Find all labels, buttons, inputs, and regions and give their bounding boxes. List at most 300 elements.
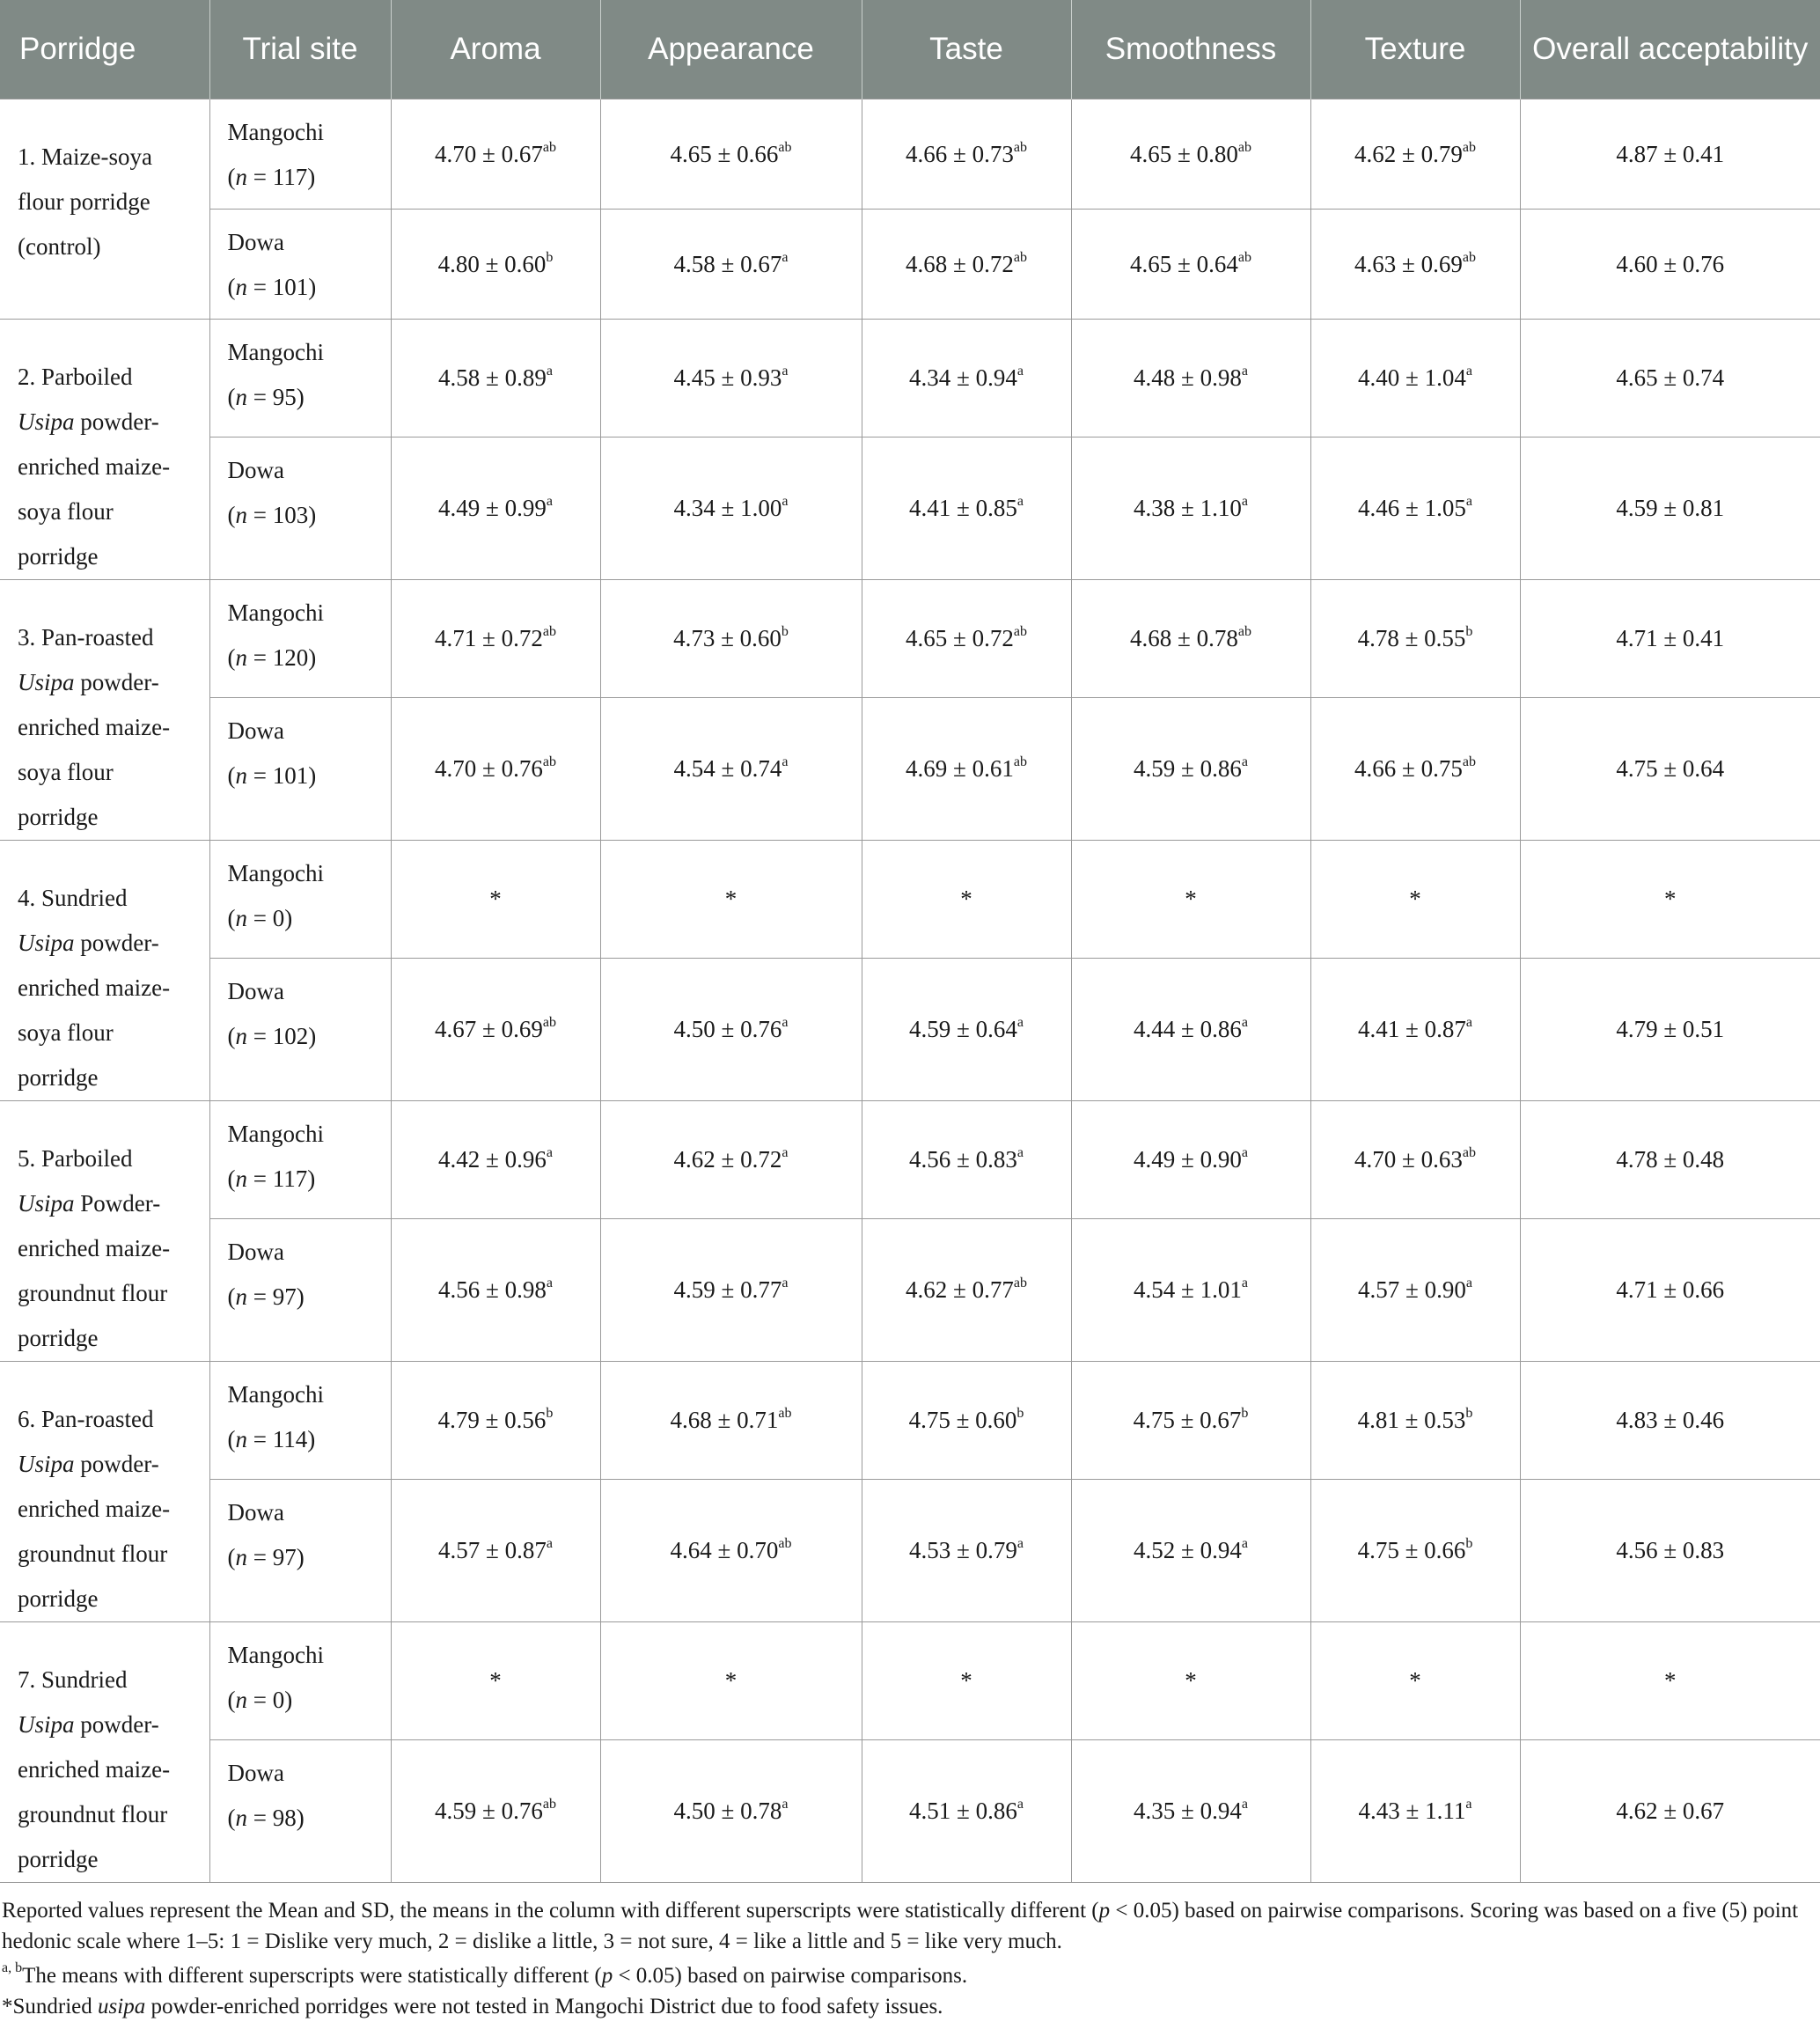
score-value: 4.75 ± 0.64 bbox=[1616, 755, 1725, 783]
score-cell bbox=[1520, 697, 1820, 840]
score-value: 4.51 ± 0.86 bbox=[909, 1798, 1017, 1825]
score-cell bbox=[1071, 1622, 1310, 1740]
significance-superscript: a bbox=[1016, 1536, 1024, 1552]
significance-superscript: b bbox=[1465, 1406, 1473, 1422]
score-cell bbox=[1310, 1479, 1520, 1621]
porridge-name-line: Usipa powder- bbox=[18, 408, 159, 435]
score-cell bbox=[862, 1218, 1071, 1361]
score-value: * bbox=[489, 1667, 502, 1695]
porridge-name-line: 5. Parboiled bbox=[18, 1145, 133, 1172]
score-cell bbox=[1071, 697, 1310, 840]
porridge-name-line: groundnut flour bbox=[18, 1280, 168, 1306]
score-cell bbox=[391, 437, 600, 579]
score-value: 4.49 ± 0.90 bbox=[1134, 1146, 1242, 1173]
significance-superscript: a bbox=[1241, 1536, 1248, 1552]
score-cell bbox=[1071, 1479, 1310, 1621]
score-value: 4.65 ± 0.64 bbox=[1130, 251, 1238, 277]
score-cell bbox=[1520, 1101, 1820, 1219]
column-header: Porridge bbox=[0, 0, 209, 99]
score-value: * bbox=[1185, 886, 1197, 913]
porridge-name-cell bbox=[0, 320, 209, 580]
trial-site-cell bbox=[209, 697, 391, 840]
sample-size: (n = 103) bbox=[227, 501, 317, 528]
significance-superscript: b bbox=[1465, 624, 1473, 640]
header-row bbox=[0, 0, 1820, 99]
footnote-superscripts: $^{a, b}$The means with different superscripts were statistically different (p < 0.05) based on pairwise comparisons. bbox=[2, 1960, 968, 1988]
table-header bbox=[0, 0, 1820, 99]
significance-superscript: a bbox=[546, 1276, 553, 1291]
trial-site-name: Mangochi bbox=[227, 119, 324, 145]
trial-site-cell bbox=[209, 99, 391, 210]
trial-site-name: Mangochi bbox=[227, 860, 324, 886]
porridge-name-line: 6. Pan-roasted bbox=[18, 1406, 154, 1432]
significance-superscript: a bbox=[782, 754, 789, 770]
sample-size: (n = 0) bbox=[227, 1687, 293, 1713]
significance-superscript: a bbox=[1016, 1797, 1024, 1812]
trial-site-name: Dowa bbox=[227, 1759, 284, 1786]
score-value: 4.44 ± 0.86 bbox=[1134, 1016, 1242, 1043]
score-cell bbox=[391, 1739, 600, 1882]
score-value: * bbox=[1664, 886, 1677, 913]
sample-size: (n = 101) bbox=[227, 274, 317, 300]
significance-superscript: ab bbox=[1013, 140, 1027, 155]
porridge-name-cell bbox=[0, 580, 209, 841]
score-value: 4.62 ± 0.67 bbox=[1616, 1798, 1725, 1825]
significance-superscript: a bbox=[546, 494, 553, 510]
significance-superscript: ab bbox=[778, 140, 792, 155]
porridge-name-line: enriched maize- bbox=[18, 714, 171, 740]
score-cell bbox=[1310, 210, 1520, 320]
score-cell bbox=[1310, 1739, 1520, 1882]
score-cell bbox=[1310, 580, 1520, 698]
significance-superscript: ab bbox=[1237, 624, 1251, 640]
score-cell bbox=[1520, 1362, 1820, 1480]
score-cell bbox=[862, 99, 1071, 210]
score-value: 4.49 ± 0.99 bbox=[438, 495, 547, 522]
score-cell bbox=[1071, 958, 1310, 1100]
score-cell bbox=[862, 320, 1071, 437]
score-value: * bbox=[724, 1667, 738, 1695]
table-body bbox=[0, 99, 1820, 1883]
score-cell bbox=[600, 958, 862, 1100]
significance-superscript: ab bbox=[1013, 1276, 1027, 1291]
trial-site-name: Dowa bbox=[227, 229, 284, 255]
score-value: 4.54 ± 1.01 bbox=[1134, 1276, 1242, 1304]
trial-site-name: Mangochi bbox=[227, 599, 324, 626]
score-value: 4.56 ± 0.83 bbox=[1616, 1537, 1725, 1564]
significance-superscript: ab bbox=[542, 140, 556, 155]
column-header: Texture bbox=[1310, 0, 1520, 99]
sample-size: (n = 98) bbox=[227, 1804, 305, 1831]
porridge-name-line: porridge bbox=[18, 804, 99, 830]
porridge-name-line: enriched maize- bbox=[18, 453, 171, 480]
score-value: * bbox=[1409, 886, 1421, 913]
table-row bbox=[0, 1101, 1820, 1219]
score-cell bbox=[391, 580, 600, 698]
porridge-name-cell bbox=[0, 99, 209, 320]
score-cell bbox=[1310, 697, 1520, 840]
score-value: 4.56 ± 0.98 bbox=[438, 1276, 547, 1304]
trial-site-name: Mangochi bbox=[227, 339, 324, 365]
porridge-name-line: porridge bbox=[18, 1325, 99, 1351]
score-cell bbox=[1520, 99, 1820, 210]
significance-superscript: a bbox=[546, 1536, 553, 1552]
score-cell bbox=[862, 958, 1071, 1100]
score-value: 4.70 ± 0.67 bbox=[435, 141, 543, 167]
score-cell bbox=[391, 958, 600, 1100]
porridge-name-line: groundnut flour bbox=[18, 1540, 168, 1567]
significance-superscript: ab bbox=[778, 1406, 792, 1422]
trial-site-name: Dowa bbox=[227, 1238, 284, 1265]
porridge-name-line: Usipa powder- bbox=[18, 1711, 159, 1738]
trial-site-cell bbox=[209, 1622, 391, 1740]
score-value: 4.80 ± 0.60 bbox=[437, 251, 547, 277]
score-cell bbox=[1071, 1218, 1310, 1361]
score-value: 4.64 ± 0.70 bbox=[670, 1537, 779, 1564]
score-value: 4.48 ± 0.98 bbox=[1134, 364, 1242, 392]
trial-site-name: Dowa bbox=[227, 717, 284, 744]
porridge-name-line: (control) bbox=[18, 233, 101, 260]
trial-site-cell bbox=[209, 210, 391, 320]
significance-superscript: ab bbox=[778, 1536, 792, 1552]
porridge-name-line: flour porridge bbox=[18, 188, 150, 215]
significance-superscript: b bbox=[1465, 1536, 1473, 1552]
score-value: 4.59 ± 0.76 bbox=[435, 1798, 543, 1825]
score-value: 4.45 ± 0.93 bbox=[673, 364, 782, 392]
score-cell bbox=[600, 1218, 862, 1361]
trial-site-cell bbox=[209, 437, 391, 579]
significance-superscript: a bbox=[546, 364, 553, 379]
score-value: 4.71 ± 0.72 bbox=[435, 625, 543, 652]
significance-superscript: a bbox=[1016, 1015, 1024, 1031]
score-value: * bbox=[1185, 1667, 1197, 1695]
significance-superscript: a bbox=[1016, 364, 1024, 379]
sample-size: (n = 114) bbox=[227, 1426, 316, 1452]
score-value: 4.62 ± 0.72 bbox=[673, 1146, 782, 1173]
score-cell bbox=[1520, 1479, 1820, 1621]
table-footnotes bbox=[0, 1883, 1820, 2022]
score-value: 4.58 ± 0.67 bbox=[673, 251, 782, 277]
footnote-sundried: *Sundried usipa powder-enriched porridges were not tested in Mangochi District due to food safety issues. bbox=[2, 1995, 943, 2018]
trial-site-cell bbox=[209, 958, 391, 1100]
score-cell bbox=[1310, 1362, 1520, 1480]
score-value: 4.78 ± 0.48 bbox=[1616, 1146, 1725, 1173]
trial-site-cell bbox=[209, 580, 391, 698]
significance-superscript: ab bbox=[1237, 140, 1251, 155]
score-value: 4.35 ± 0.94 bbox=[1134, 1798, 1242, 1825]
sample-size: (n = 117) bbox=[227, 1165, 316, 1192]
sample-size: (n = 0) bbox=[227, 905, 293, 931]
significance-superscript: a bbox=[1465, 364, 1472, 379]
score-cell bbox=[1071, 580, 1310, 698]
score-value: 4.38 ± 1.10 bbox=[1134, 495, 1242, 522]
score-cell bbox=[600, 1479, 862, 1621]
score-cell bbox=[600, 1622, 862, 1740]
table-row bbox=[0, 841, 1820, 959]
significance-superscript: ab bbox=[1237, 250, 1251, 265]
score-cell bbox=[862, 1479, 1071, 1621]
significance-superscript: a bbox=[546, 1145, 553, 1161]
porridge-name-line: Usipa Powder- bbox=[18, 1190, 161, 1217]
score-cell bbox=[1520, 1739, 1820, 1882]
score-cell bbox=[1520, 210, 1820, 320]
column-header: Overall acceptability bbox=[1520, 0, 1820, 99]
score-value: * bbox=[960, 886, 972, 913]
column-header: Aroma bbox=[391, 0, 600, 99]
score-value: 4.43 ± 1.11 bbox=[1358, 1798, 1466, 1825]
score-value: 4.70 ± 0.76 bbox=[435, 755, 543, 783]
significance-superscript: ab bbox=[1462, 250, 1476, 265]
score-value: 4.68 ± 0.71 bbox=[670, 1407, 779, 1434]
score-value: 4.87 ± 0.41 bbox=[1616, 141, 1725, 167]
score-cell bbox=[1520, 958, 1820, 1100]
table-row bbox=[0, 437, 1820, 579]
trial-site-cell bbox=[209, 1739, 391, 1882]
score-value: 4.53 ± 0.79 bbox=[909, 1537, 1017, 1564]
significance-superscript: a bbox=[782, 1015, 789, 1031]
significance-superscript: a bbox=[782, 364, 789, 379]
score-cell bbox=[1310, 437, 1520, 579]
score-value: 4.59 ± 0.86 bbox=[1134, 755, 1242, 783]
significance-superscript: a bbox=[1465, 1276, 1472, 1291]
significance-superscript: a bbox=[1241, 364, 1248, 379]
score-cell bbox=[391, 697, 600, 840]
score-value: 4.79 ± 0.56 bbox=[437, 1407, 547, 1434]
score-value: 4.65 ± 0.74 bbox=[1616, 364, 1725, 392]
score-value: 4.78 ± 0.55 bbox=[1357, 625, 1466, 652]
score-value: 4.68 ± 0.78 bbox=[1130, 625, 1238, 652]
score-value: 4.57 ± 0.87 bbox=[438, 1537, 547, 1564]
score-value: * bbox=[1664, 1667, 1677, 1695]
table-row bbox=[0, 210, 1820, 320]
score-cell bbox=[600, 210, 862, 320]
significance-superscript: ab bbox=[1462, 754, 1476, 770]
score-cell bbox=[862, 1362, 1071, 1480]
score-cell bbox=[391, 1622, 600, 1740]
significance-superscript: b bbox=[546, 1406, 554, 1422]
score-cell bbox=[1071, 1101, 1310, 1219]
table-row bbox=[0, 1362, 1820, 1480]
score-value: 4.59 ± 0.64 bbox=[909, 1016, 1017, 1043]
significance-superscript: a bbox=[1241, 1145, 1248, 1161]
column-header: Appearance bbox=[600, 0, 862, 99]
score-cell bbox=[1520, 580, 1820, 698]
table-row bbox=[0, 1739, 1820, 1882]
score-value: 4.54 ± 0.74 bbox=[673, 755, 782, 783]
score-cell bbox=[600, 580, 862, 698]
significance-superscript: a bbox=[782, 494, 789, 510]
score-value: 4.58 ± 0.89 bbox=[438, 364, 547, 392]
table-row bbox=[0, 958, 1820, 1100]
porridge-name-line: porridge bbox=[18, 1846, 99, 1872]
significance-superscript: a bbox=[1465, 494, 1472, 510]
score-value: 4.69 ± 0.61 bbox=[906, 755, 1014, 783]
table-row bbox=[0, 697, 1820, 840]
score-cell bbox=[1310, 958, 1520, 1100]
significance-superscript: a bbox=[1241, 754, 1248, 770]
significance-superscript: ab bbox=[542, 1015, 556, 1031]
significance-superscript: a bbox=[782, 1797, 789, 1812]
significance-superscript: b bbox=[1016, 1406, 1024, 1422]
significance-superscript: ab bbox=[1013, 624, 1027, 640]
score-value: * bbox=[960, 1667, 972, 1695]
score-cell bbox=[391, 99, 600, 210]
significance-superscript: a bbox=[1016, 1145, 1024, 1161]
column-header: Taste bbox=[862, 0, 1071, 99]
significance-superscript: a bbox=[782, 250, 789, 265]
score-cell bbox=[1071, 320, 1310, 437]
score-cell bbox=[600, 697, 862, 840]
score-value: 4.52 ± 0.94 bbox=[1134, 1537, 1242, 1564]
porridge-name-cell bbox=[0, 1362, 209, 1622]
score-value: 4.75 ± 0.66 bbox=[1357, 1537, 1466, 1564]
porridge-name-line: 1. Maize-soya bbox=[18, 143, 152, 170]
score-value: 4.66 ± 0.73 bbox=[906, 141, 1014, 167]
score-cell bbox=[1071, 841, 1310, 959]
porridge-name-line: porridge bbox=[18, 1064, 99, 1091]
score-value: 4.66 ± 0.75 bbox=[1354, 755, 1463, 783]
footnote-scale: Reported values represent the Mean and SD, the means in the column with different superscripts were statistically different (p < 0.05) based on pairwise comparisons. Scoring was based on a five (5) point hedonic scale where 1–5: 1 = Dislike very much, 2 = dislike a little, 3 = not sure, 4 = like a little and 5 = like very much. bbox=[2, 1899, 1799, 1953]
trial-site-cell bbox=[209, 1479, 391, 1621]
significance-superscript: a bbox=[782, 1145, 789, 1161]
score-cell bbox=[1071, 210, 1310, 320]
significance-superscript: b bbox=[1241, 1406, 1249, 1422]
score-value: 4.68 ± 0.72 bbox=[906, 251, 1014, 277]
score-cell bbox=[600, 99, 862, 210]
score-value: 4.81 ± 0.53 bbox=[1357, 1407, 1466, 1434]
porridge-name-line: 4. Sundried bbox=[18, 885, 128, 911]
score-value: 4.46 ± 1.05 bbox=[1358, 495, 1466, 522]
score-cell bbox=[862, 841, 1071, 959]
score-cell bbox=[1520, 1622, 1820, 1740]
score-value: 4.41 ± 0.85 bbox=[909, 495, 1017, 522]
significance-superscript: a bbox=[1465, 1797, 1472, 1812]
score-value: * bbox=[489, 886, 502, 913]
score-value: 4.50 ± 0.76 bbox=[673, 1016, 782, 1043]
porridge-name-line: porridge bbox=[18, 543, 99, 570]
score-value: 4.65 ± 0.72 bbox=[906, 625, 1014, 652]
score-value: 4.34 ± 1.00 bbox=[673, 495, 782, 522]
trial-site-name: Mangochi bbox=[227, 1381, 324, 1408]
porridge-name-line: enriched maize- bbox=[18, 974, 171, 1001]
score-cell bbox=[391, 1218, 600, 1361]
score-value: 4.56 ± 0.83 bbox=[909, 1146, 1017, 1173]
porridge-name-line: soya flour bbox=[18, 759, 114, 785]
score-cell bbox=[1071, 437, 1310, 579]
score-cell bbox=[862, 437, 1071, 579]
porridge-name-line: enriched maize- bbox=[18, 1496, 171, 1522]
score-cell bbox=[862, 580, 1071, 698]
score-cell bbox=[600, 841, 862, 959]
score-value: 4.73 ± 0.60 bbox=[673, 625, 782, 652]
trial-site-cell bbox=[209, 1101, 391, 1219]
score-cell bbox=[600, 320, 862, 437]
table-row bbox=[0, 1622, 1820, 1740]
porridge-name-line: 3. Pan-roasted bbox=[18, 624, 154, 651]
trial-site-cell bbox=[209, 1362, 391, 1480]
score-value: 4.71 ± 0.66 bbox=[1616, 1276, 1725, 1304]
sample-size: (n = 117) bbox=[227, 164, 316, 190]
score-cell bbox=[1520, 437, 1820, 579]
score-value: * bbox=[1409, 1667, 1421, 1695]
score-value: 4.42 ± 0.96 bbox=[438, 1146, 547, 1173]
sample-size: (n = 95) bbox=[227, 384, 305, 410]
significance-superscript: ab bbox=[1013, 250, 1027, 265]
score-cell bbox=[1071, 99, 1310, 210]
score-cell bbox=[600, 1362, 862, 1480]
score-value: 4.41 ± 0.87 bbox=[1358, 1016, 1466, 1043]
score-value: 4.75 ± 0.67 bbox=[1133, 1407, 1242, 1434]
score-cell bbox=[391, 841, 600, 959]
score-cell bbox=[1310, 320, 1520, 437]
porridge-name-line: Usipa powder- bbox=[18, 669, 159, 695]
table-row bbox=[0, 1479, 1820, 1621]
score-value: 4.62 ± 0.77 bbox=[906, 1276, 1014, 1304]
significance-superscript: a bbox=[1016, 494, 1024, 510]
score-value: * bbox=[724, 886, 738, 913]
score-cell bbox=[600, 1101, 862, 1219]
porridge-name-line: enriched maize- bbox=[18, 1756, 171, 1783]
trial-site-name: Dowa bbox=[227, 1498, 284, 1526]
score-value: 4.71 ± 0.41 bbox=[1616, 625, 1725, 652]
score-value: 4.59 ± 0.81 bbox=[1616, 495, 1725, 522]
trial-site-name: Mangochi bbox=[227, 1642, 324, 1668]
score-value: 4.34 ± 0.94 bbox=[909, 364, 1017, 392]
score-cell bbox=[1071, 1362, 1310, 1480]
significance-superscript: b bbox=[781, 624, 789, 640]
score-value: 4.50 ± 0.78 bbox=[673, 1798, 782, 1825]
score-value: 4.79 ± 0.51 bbox=[1616, 1016, 1725, 1043]
trial-site-name: Dowa bbox=[227, 977, 284, 1004]
score-cell bbox=[1071, 1739, 1310, 1882]
score-value: 4.40 ± 1.04 bbox=[1358, 364, 1466, 392]
trial-site-name: Dowa bbox=[227, 456, 284, 483]
sample-size: (n = 97) bbox=[227, 1283, 305, 1310]
score-cell bbox=[1310, 1101, 1520, 1219]
significance-superscript: a bbox=[1465, 1015, 1472, 1031]
score-value: 4.59 ± 0.77 bbox=[673, 1276, 782, 1304]
score-cell bbox=[862, 1622, 1071, 1740]
score-cell bbox=[391, 1101, 600, 1219]
score-cell bbox=[1310, 841, 1520, 959]
sample-size: (n = 101) bbox=[227, 761, 317, 789]
porridge-name-line: porridge bbox=[18, 1585, 99, 1612]
score-cell bbox=[1310, 1218, 1520, 1361]
significance-superscript: a bbox=[782, 1276, 789, 1291]
score-cell bbox=[862, 1101, 1071, 1219]
score-cell bbox=[1520, 841, 1820, 959]
trial-site-cell bbox=[209, 1218, 391, 1361]
significance-superscript: a bbox=[1241, 1797, 1248, 1812]
porridge-name-line: soya flour bbox=[18, 498, 114, 525]
column-header: Trial site bbox=[209, 0, 391, 99]
porridge-name-line: Usipa powder- bbox=[18, 1451, 159, 1477]
significance-superscript: ab bbox=[1462, 140, 1476, 155]
score-value: 4.60 ± 0.76 bbox=[1616, 251, 1725, 277]
score-cell bbox=[862, 210, 1071, 320]
table-row bbox=[0, 320, 1820, 437]
significance-superscript: ab bbox=[542, 1797, 556, 1812]
significance-superscript: ab bbox=[542, 754, 556, 770]
score-value: 4.65 ± 0.80 bbox=[1130, 141, 1238, 167]
score-cell bbox=[600, 1739, 862, 1882]
score-cell bbox=[1520, 320, 1820, 437]
porridge-name-line: Usipa powder- bbox=[18, 930, 159, 956]
trial-site-name: Mangochi bbox=[227, 1121, 324, 1147]
score-cell bbox=[391, 1479, 600, 1621]
table-row bbox=[0, 99, 1820, 210]
score-value: 4.63 ± 0.69 bbox=[1354, 251, 1463, 277]
